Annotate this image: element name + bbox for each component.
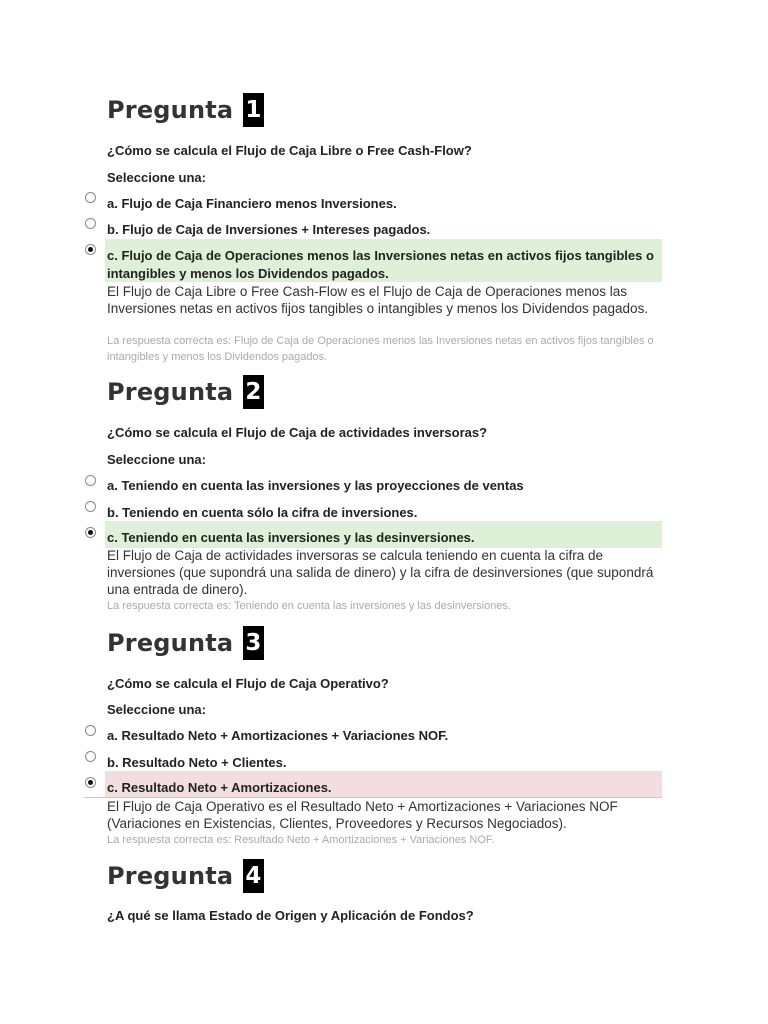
radio-button[interactable] — [85, 725, 96, 736]
question-heading-label: Pregunta — [107, 862, 234, 890]
question-heading-label: Pregunta — [107, 96, 234, 124]
answer-option-label[interactable]: a. Resultado Neto + Amortizaciones + Variaciones NOF. — [107, 728, 449, 743]
select-one-prompt: Seleccione una: — [107, 452, 206, 467]
radio-button-selected[interactable] — [85, 527, 96, 538]
radio-button[interactable] — [85, 475, 96, 486]
question-text: ¿A qué se llama Estado de Origen y Aplicación de Fondos? — [107, 908, 474, 923]
question-number-badge: 1 — [243, 93, 263, 127]
question-heading — [107, 375, 264, 409]
answer-option-label[interactable]: c. Teniendo en cuenta las inversiones y las desinversiones. — [107, 530, 475, 545]
question-text: ¿Cómo se calcula el Flujo de Caja Operativo? — [107, 676, 389, 691]
question-text: ¿Cómo se calcula el Flujo de Caja Libre o Free Cash-Flow? — [107, 143, 472, 158]
correct-answer-text: La respuesta correcta es: Resultado Neto + Amortizaciones + Variaciones NOF. — [107, 834, 495, 846]
answer-option-label[interactable]: b. Resultado Neto + Clientes. — [107, 755, 287, 770]
question-heading — [107, 93, 264, 127]
radio-button-selected[interactable] — [85, 777, 96, 788]
feedback-text: El Flujo de Caja Operativo es el Resultado Neto + Amortizaciones + Variaciones NOF (Variaciones en Existencias, Clientes, Proveedores y Recursos Negociados). — [107, 799, 618, 831]
question-heading-label: Pregunta — [107, 629, 234, 657]
answer-option-label[interactable]: b. Flujo de Caja de Inversiones + Intereses pagados. — [107, 222, 431, 237]
select-one-prompt: Seleccione una: — [107, 702, 206, 717]
radio-button[interactable] — [85, 501, 96, 512]
incorrect-underline — [84, 797, 107, 798]
radio-button-selected[interactable] — [85, 244, 96, 255]
question-number-badge: 4 — [243, 859, 263, 893]
answer-option-label[interactable]: a. Flujo de Caja Financiero menos Inversiones. — [107, 196, 397, 211]
answer-option-label[interactable]: c. Resultado Neto + Amortizaciones. — [107, 780, 332, 795]
feedback-text: El Flujo de Caja Libre o Free Cash-Flow es el Flujo de Caja de Operaciones menos las Inversiones netas en activos fijos tangibles o intangibles y menos los Dividendos pagados. — [107, 284, 649, 316]
question-number-badge: 3 — [243, 626, 263, 660]
select-one-prompt: Seleccione una: — [107, 170, 206, 185]
question-heading — [107, 626, 264, 660]
question-text: ¿Cómo se calcula el Flujo de Caja de actividades inversoras? — [107, 425, 488, 440]
correct-answer-text: La respuesta correcta es: Flujo de Caja de Operaciones menos las Inversiones netas en activos fijos tangibles o intangibles y menos los Dividendos pagados. — [107, 335, 654, 363]
question-number-badge: 2 — [243, 375, 263, 409]
radio-button[interactable] — [85, 218, 96, 229]
question-heading-label: Pregunta — [107, 378, 234, 406]
question-heading — [107, 859, 264, 893]
answer-option-label[interactable]: c. Flujo de Caja de Operaciones menos las Inversiones netas en activos fijos tangibles o intangibles y menos los Dividendos pagados. — [107, 248, 654, 281]
correct-answer-text: La respuesta correcta es: Teniendo en cuenta las inversiones y las desinversiones. — [107, 600, 511, 612]
answer-option-label[interactable]: b. Teniendo en cuenta sólo la cifra de inversiones. — [107, 505, 418, 520]
feedback-text: El Flujo de Caja de actividades inversoras se calcula teniendo en cuenta la cifra de inversiones (que supondrá una salida de dinero) y la cifra de desinversiones (que supondrá una entrada de dinero). — [107, 548, 654, 597]
radio-button[interactable] — [85, 192, 96, 203]
answer-option-label[interactable]: a. Teniendo en cuenta las inversiones y las proyecciones de ventas — [107, 478, 524, 493]
radio-button[interactable] — [85, 751, 96, 762]
